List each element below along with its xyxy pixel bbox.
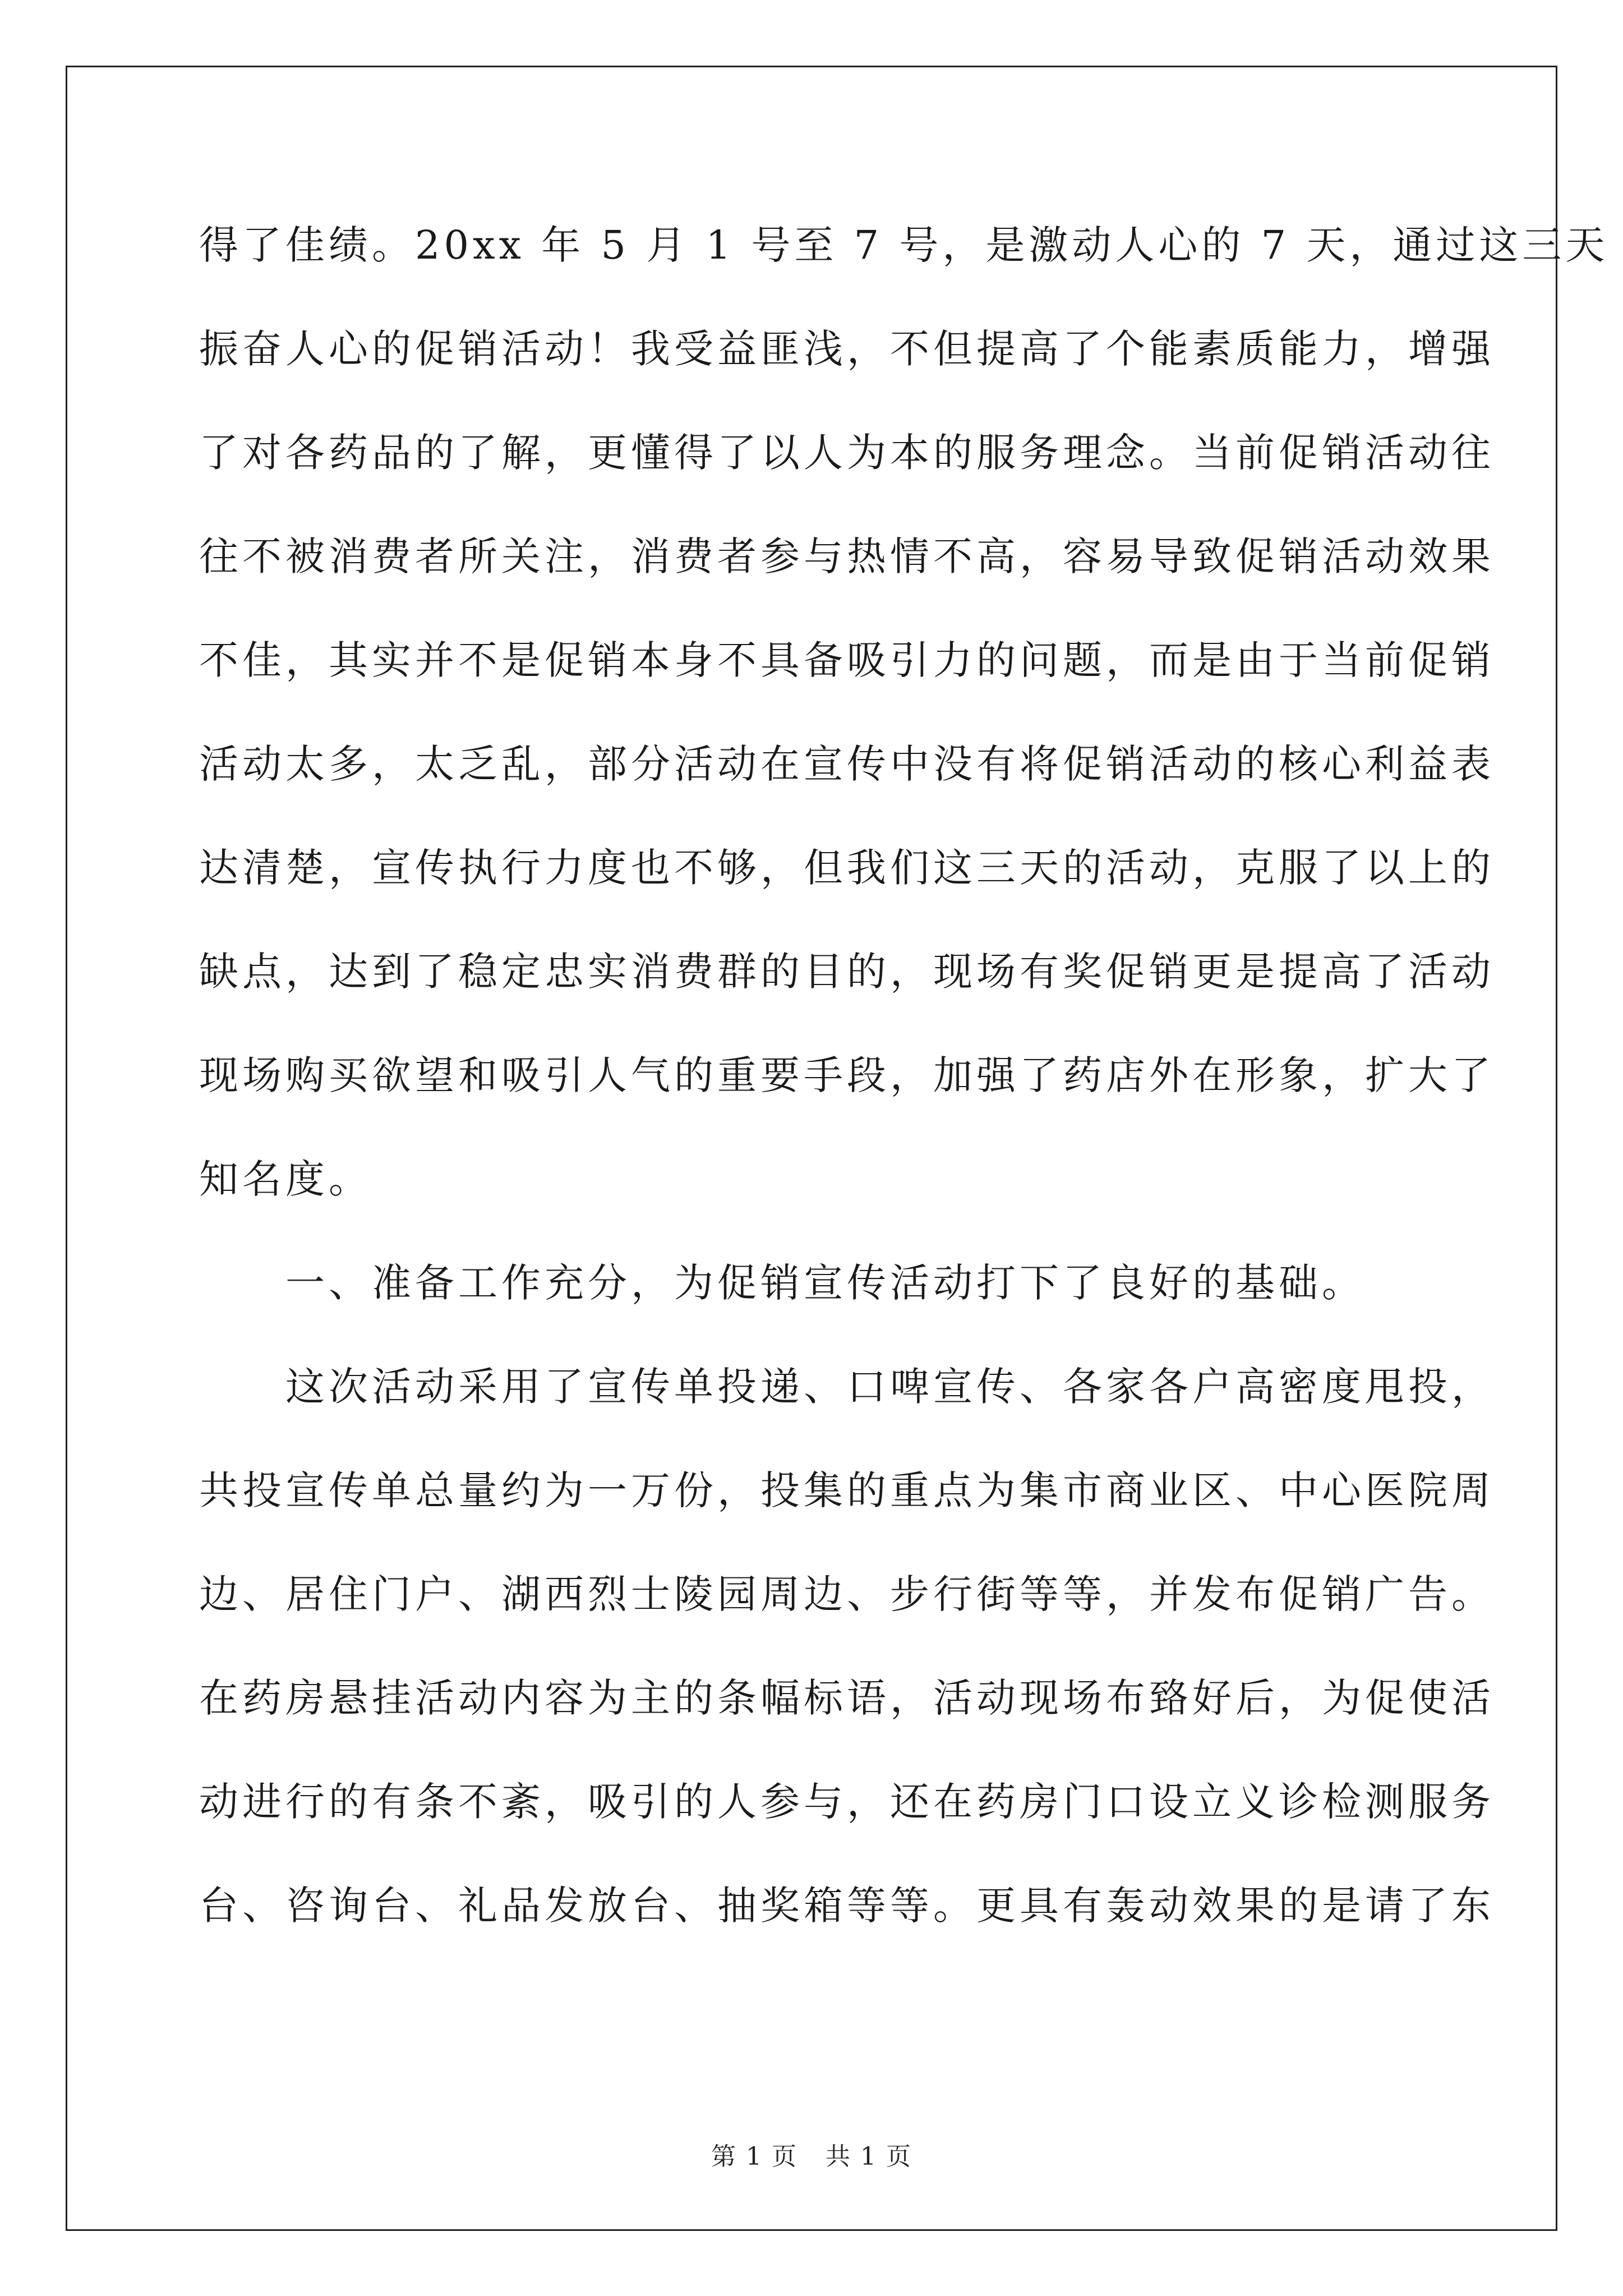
text-line: 缺点，达到了稳定忠实消费群的目的，现场有奖促销更是提高了活动 [199,949,1495,995]
text-line: 得了佳绩。20xx 年 5 月 1 号至 7 号，是激动人心的 7 天，通过这三天 [199,222,1609,268]
text-line: 边、居住门户、湖西烈士陵园周边、步行街等等，并发布促销广告。 [199,1571,1495,1617]
text-line: 振奋人心的促销活动！我受益匪浅，不但提高了个能素质能力，增强 [199,326,1495,372]
page-total: 共 1 页 [826,2142,912,2171]
text-line: 知名度。 [199,1156,372,1202]
text-line: 台、咨询台、礼品发放台、抽奖箱等等。更具有轰动效果的是请了东 [199,1883,1495,1929]
text-line: 共投宣传单总量约为一万份，投集的重点为集市商业区、中心医院周 [199,1467,1495,1513]
text-line: 了对各药品的了解，更懂得了以人为本的服务理念。当前促销活动往 [199,430,1495,476]
document-body [199,194,1609,1958]
text-line: 达清楚，宣传执行力度也不够，但我们这三天的活动，克服了以上的 [199,845,1495,891]
text-line: 这次活动采用了宣传单投递、口啤宣传、各家各户高密度甩投， [285,1364,1495,1410]
text-line: 不佳，其实并不是促销本身不具备吸引力的问题，而是由于当前促销 [199,637,1495,683]
text-line: 动进行的有条不紊，吸引的人参与，还在药房门口设立义诊检测服务 [199,1779,1495,1825]
text-line: 现场购买欲望和吸引人气的重要手段，加强了药店外在形象，扩大了 [199,1052,1495,1098]
text-line: 在药房悬挂活动内容为主的条幅标语，活动现场布臵好后，为促使活 [199,1675,1495,1721]
page-number: 第 1 页 [711,2142,797,2171]
text-line: 活动太多，太乏乱，部分活动在宣传中没有将促销活动的核心利益表 [199,741,1495,787]
page-footer [0,2136,1623,2172]
text-line: 往不被消费者所关注，消费者参与热情不高，容易导致促销活动效果 [199,533,1495,579]
text-line: 一、准备工作充分，为促销宣传活动打下了良好的基础。 [285,1260,1365,1306]
